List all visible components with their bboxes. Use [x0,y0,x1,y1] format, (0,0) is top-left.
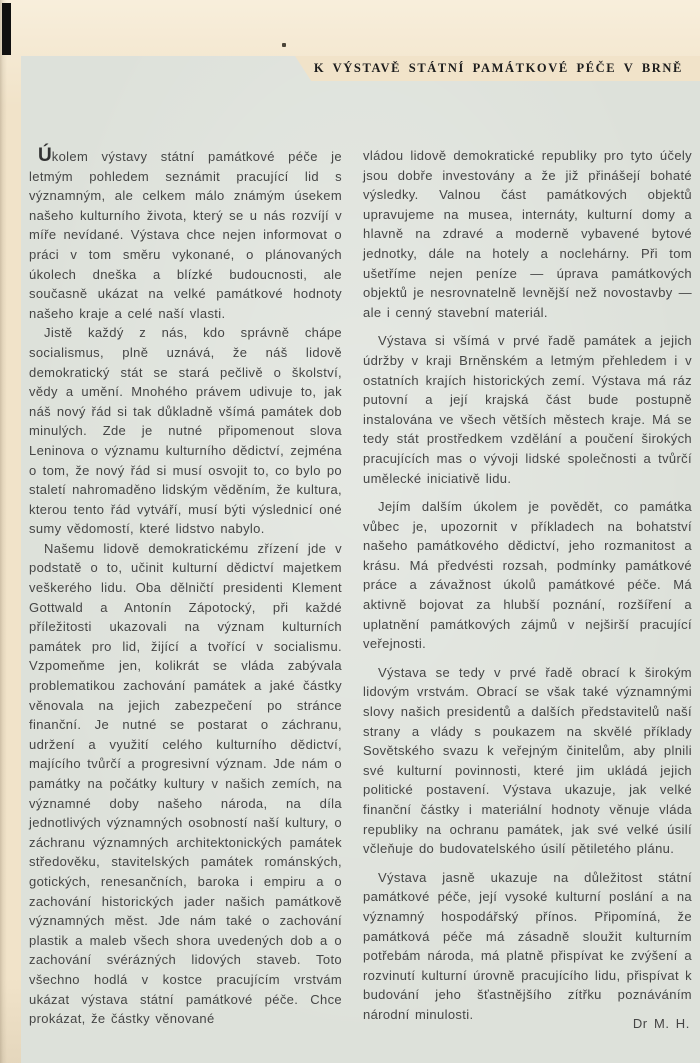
page-title: K VÝSTAVĚ STÁTNÍ PAMÁTKOVÉ PÉČE V BRNĚ [313,61,683,75]
article-body [29,146,692,1034]
paragraph: Výstava se tedy v prvé řadě obrací k širokým lidovým vrstvám. Obrací se však také významnými slovy našich presidentů a dalších představitelů naší strany a vlády s poukazem na skvělé příklady Sovětského svazu k veřejným činitelům, aby plnili své kulturní povinnosti, které jim ukládá jejich politické postavení. Výstava ukazuje, jak velké finanční částky i materiální hodnoty věnuje vláda republiky na ochranu památek, jak své velké úsilí včleňuje do budovatelského úsilí pětiletého plánu. [363,664,692,857]
column-left [29,146,342,1034]
paragraph: Výstava jasně ukazuje na důležitost státní památkové péče, její vysoké kulturní poslání a na významný hospodářský přínos. Připomíná, že památková péče má zásadně sloužit kulturním potřebám národa, má platně přispívat ke zvýšení a rozvinutí kulturní úrovně pracujícího lidu, přispívat k budování jeho šťastnějšího zítřku poznáváním národní minulosti. [363,869,692,1022]
paper-speck [282,43,286,47]
author-signature: Dr M. H. [632,1015,690,1031]
paragraph: Jistě každý z nás, kdo správně chápe socialismus, plně uznává, že náš lidově demokratický stát se stará pečlivě o školství, vědy a umění. Mnohého právem udivuje to, jak náš nový řád si tak důkladně všímá památek dob minulých. Zde je nutné připomenout slova Leninova o významu kulturního dědictví, zejména o tom, že nový řád si musí osvojit to, co bylo po staletí nahromaděno lidským věděním, že kultura, kterou tento řád vytváří, musí býti výslednicí oné sumy vědomostí, které lidstvo nabylo. [29,325,342,537]
scan-edge-mark [2,3,11,55]
paragraph: Jejím dalším úkolem je povědět, co památka vůbec je, upozornit v příkladech na bohatství našeho památkového dědictví, jeho rozmanitost a krásu. Má předvésti rozsah, podmínky památkové práce a závažnost úkolů památkové péče. Má aktivně bojovat za hlubší poznání, rozšíření a uplatnění památkových zájmů v nejširší pracující veřejnosti. [363,499,692,652]
paragraph: vládou lidově demokratické republiky pro tyto účely jsou dobře investovány a že již přinášejí bohaté výsledky. Valnou část památkových objektů upravujeme na musea, internáty, kulturní domy a hlavně na zdravé a moderně vybavené bytové jednotky, dále na hotely a noclehárny. Při tom ušetříme nejen peníze — úprava památkových objektů je nesrovnatelně levnější než novostavby — ale i cenný stavební materiál. [363,148,692,320]
paragraph: Našemu lidově demokratickému zřízení jde v podstatě o to, učinit kulturní dědictví majetkem veškerého lidu. Oba dělničtí presidenti Klement Gottwald a Antonín Zápotocký, při každé příležitosti ukazovali na význam kulturních památek pro lid, žijící a tvořící v socialismu. Vzpomeňme jen, kolikrát se vláda zabývala problematikou zachování památek a jaké částky věnovala na jejich zabezpečení po stránce finanční. Je nutné se postarat o záchranu, udržení a využití celého kulturního dědictví, majícího tvůrčí a progresivní význam. Jde nám o památky na počátky kultury v našich zemích, na významné doby našeho národa, na díla jednotlivých významných osobností naší kultury, o záchranu významných architektonických památek středověku, stavitelských památek románských, gotických, renesančních, baroka i empiru a o zachování historických jader našich památkově významných měst. Jde nám také o zachování plastik a maleb všech shora uvedených dob a o zachování svérázných lidových staveb. Toto všechno hodlá v kostce pracujícím vrstvám ukázat výstava státní památkové péče. Chce prokázat, že částky věnované [29,540,342,1027]
paragraph: Výstava si všímá v prvé řadě památek a jejich údržby v kraji Brněnském a letmým přehledem i v ostatních krajích historických zemí. Výstava má ráz putovní a její krajská část bude postupně instalována ve všech větších městech kraje. Má se tedy stát prostředkem vzdělání a poučení širokých pracujících mas o vývoji lidské společnosti a tvůrčí umělecké iniciativě lidu. [363,333,692,486]
paragraph-text: kolem výstavy státní památkové péče je letmým pohledem seznámit pracující lid s významným, ale celkem málo známým úsekem našeho kulturního života, který se u nás rozvíjí v míře nevídané. Výstava chce nejen informovat o práci v tom směru vykonané, o plánovaných úkolech dneška a blízké budoucnosti, ale současně ukázat na velké památkové hodnoty našeho kraje a celé naší vlasti. [29,149,342,321]
paragraph [29,146,342,323]
drop-cap-initial: Ú [38,145,52,166]
column-right [363,146,692,1034]
